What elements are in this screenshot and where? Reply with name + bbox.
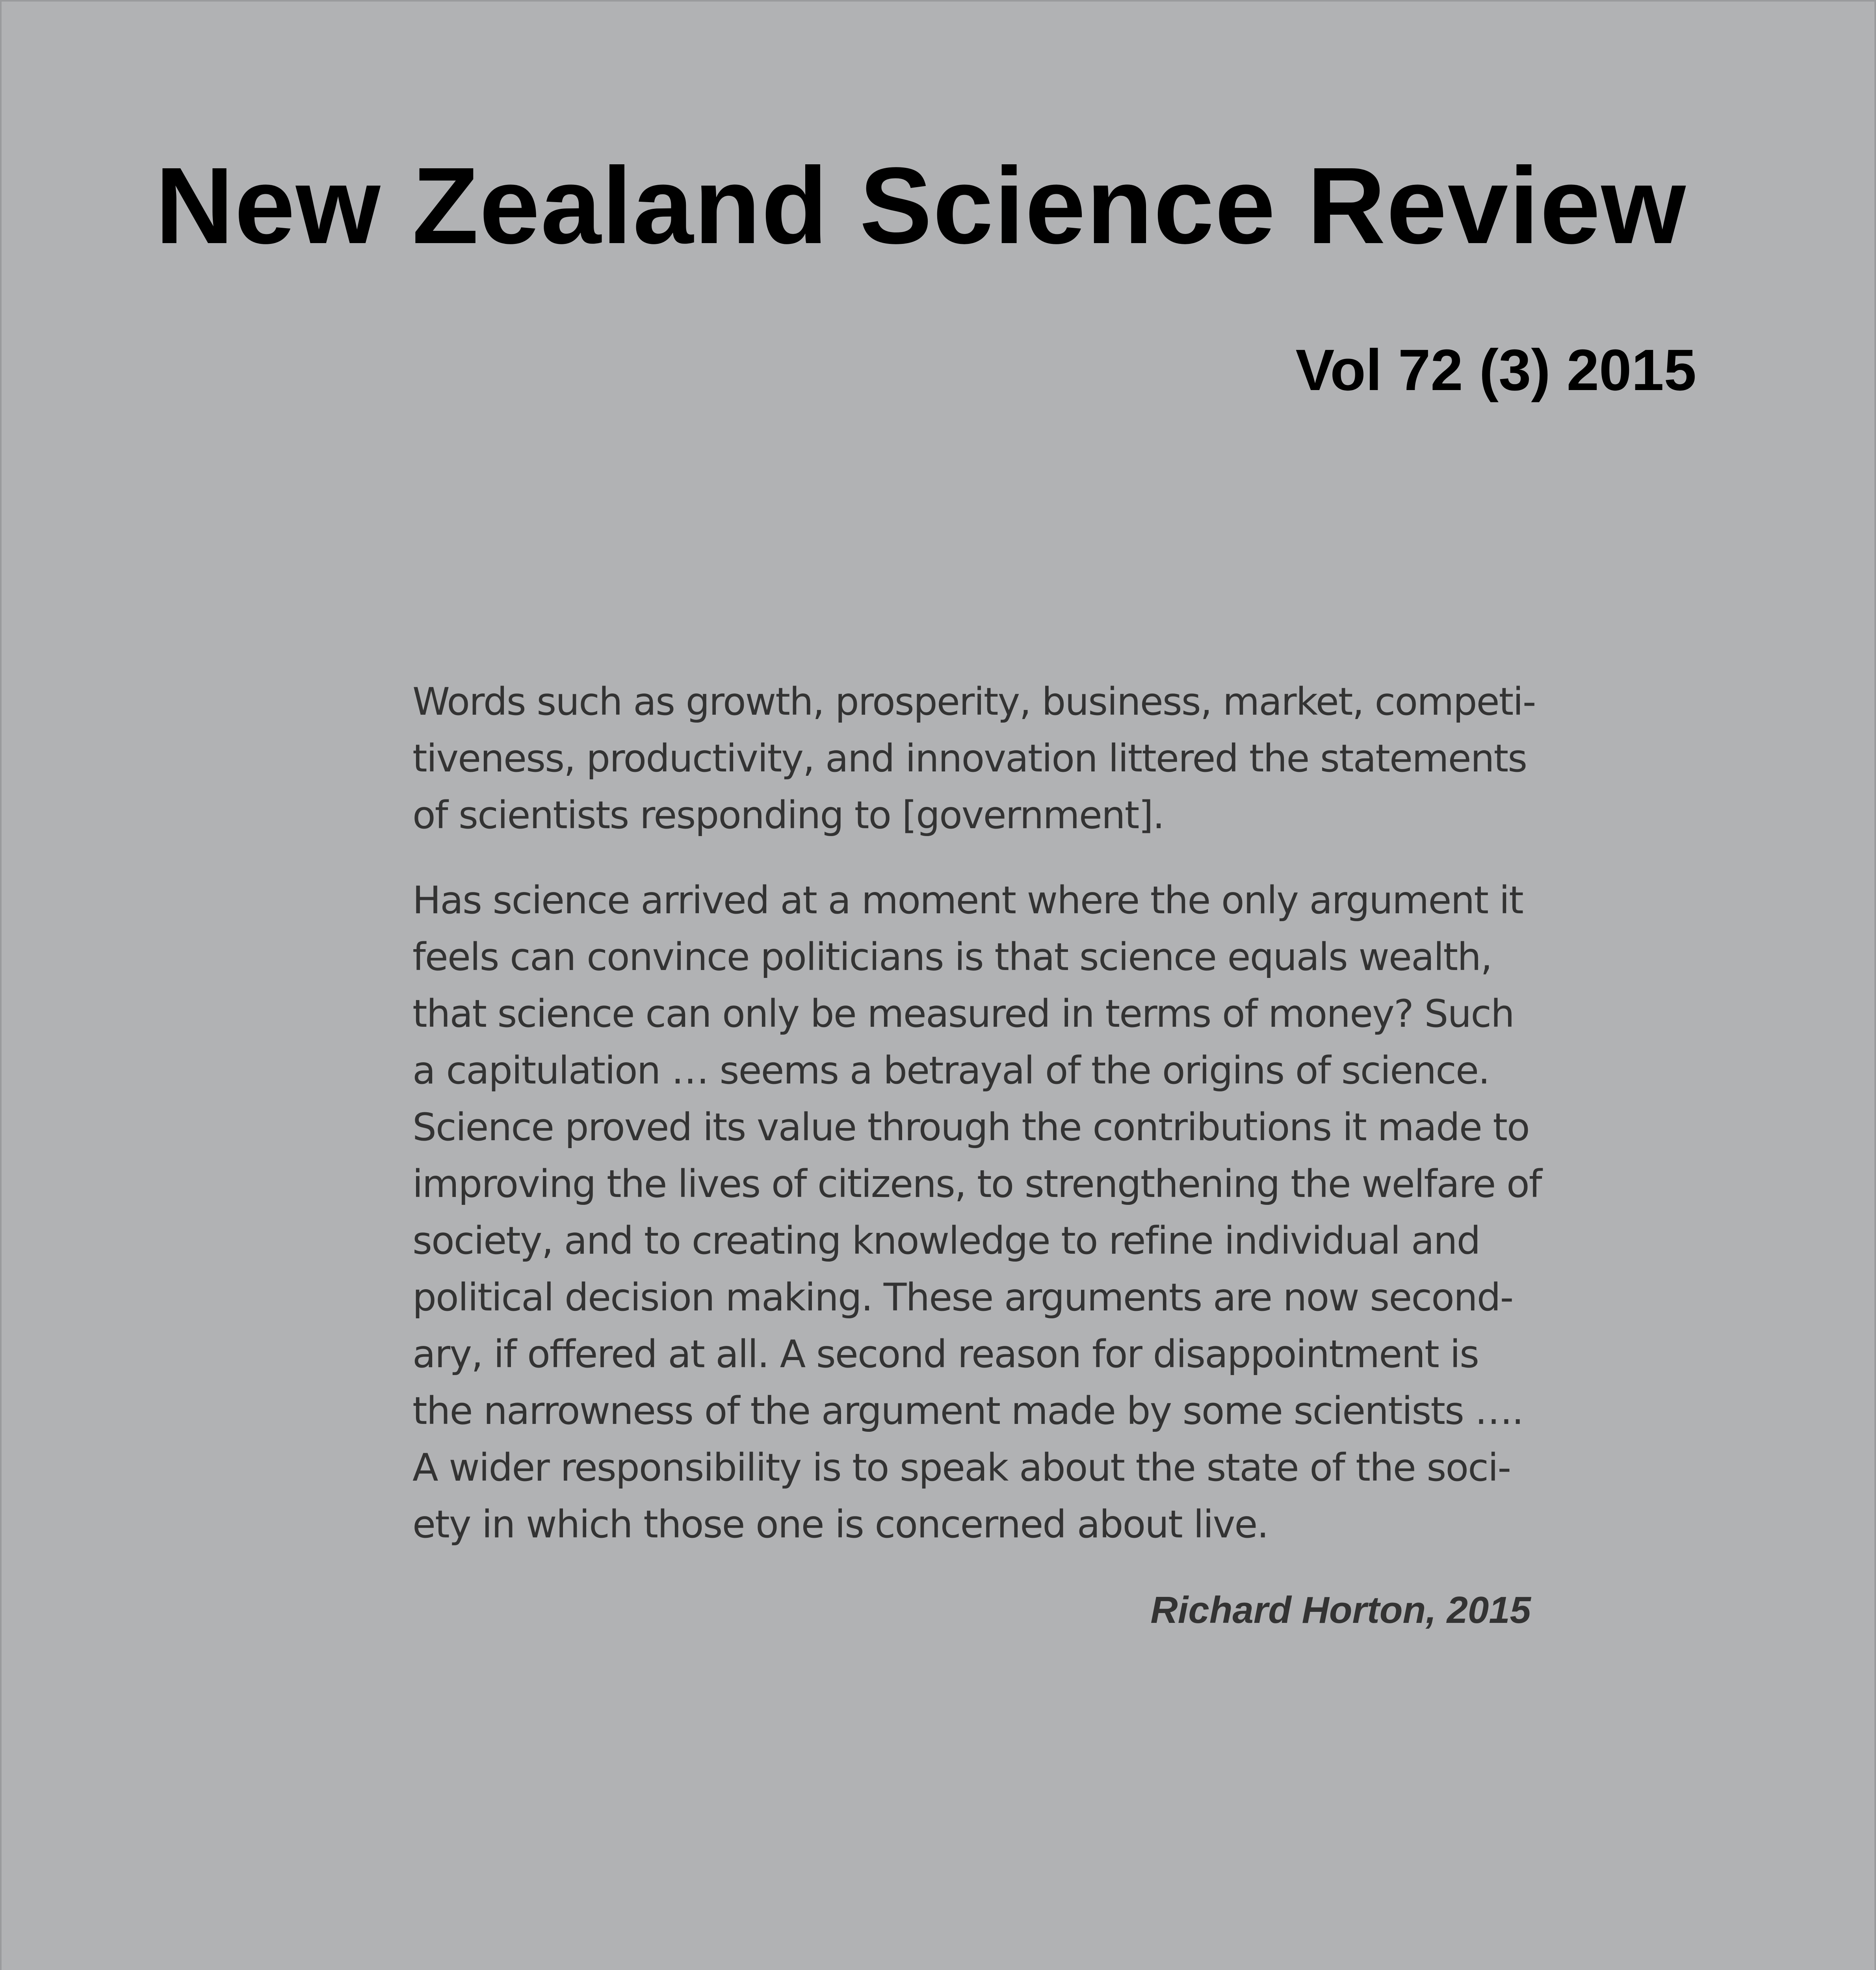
quote-line: Has science arrived at a moment where the only argument it xyxy=(412,878,1523,922)
quote-line: ety in which those one is concerned about live. xyxy=(412,1502,1268,1546)
volume-issue: Vol 72 (3) 2015 xyxy=(1295,338,1696,403)
journal-title: New Zealand Science Review xyxy=(155,145,1687,266)
quote-line: of scientists responding to [government]. xyxy=(412,793,1164,837)
quote-line: tiveness, productivity, and innovation littered the statements xyxy=(412,736,1527,781)
quote-line: ary, if offered at all. A second reason for disappointment is xyxy=(412,1332,1479,1376)
quote-paragraph-1 xyxy=(412,673,1555,844)
quote-line: Science proved its value through the contributions it made to xyxy=(412,1105,1529,1149)
quote-line: that science can only be measured in terms of money? Such xyxy=(412,992,1514,1036)
quote-line: political decision making. These arguments are now second- xyxy=(412,1275,1513,1320)
quote-line: a capitulation … seems a betrayal of the origins of science. xyxy=(412,1048,1490,1093)
quote-paragraph-2 xyxy=(412,872,1555,1553)
quote-line: feels can convince politicians is that science equals wealth, xyxy=(412,935,1492,979)
quote-line: improving the lives of citizens, to strengthening the welfare of xyxy=(412,1162,1542,1206)
quote-line: the narrowness of the argument made by some scientists …. xyxy=(412,1389,1523,1433)
epigraph-quote xyxy=(412,673,1555,1553)
quote-line: A wider responsibility is to speak about the state of the soci- xyxy=(412,1446,1511,1490)
quote-line: society, and to creating knowledge to refine individual and xyxy=(412,1219,1480,1263)
quote-attribution: Richard Horton, 2015 xyxy=(1150,1589,1531,1631)
quote-line: Words such as growth, prosperity, business, market, competi- xyxy=(412,680,1536,724)
